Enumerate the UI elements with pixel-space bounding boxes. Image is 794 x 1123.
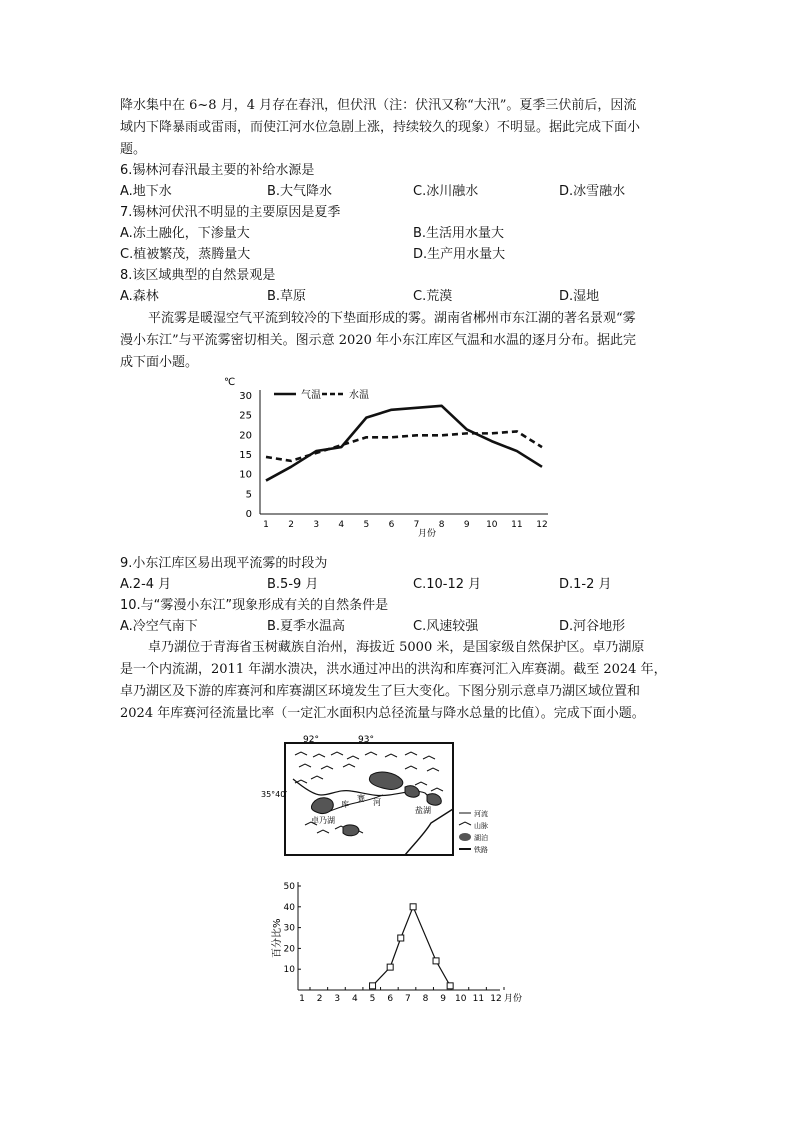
x-tick-label: 9 [463, 520, 470, 530]
intro2-line1: 平流雾是暖湿空气平流到较冷的下垫面形成的雾。湖南省郴州市东江湖的著名景观“雾 [148, 311, 636, 326]
x-tick-label: 1 [263, 520, 269, 530]
legend-lake: 湖泊 [474, 834, 488, 842]
legend-mountain: 山脉 [474, 822, 488, 830]
x-tick-label: 2 [288, 520, 294, 530]
question-8-option-b[interactable]: B.草原 [267, 289, 307, 304]
intro3-line4: 2024 年库赛河径流量比率（一定汇水面积内总径流量与降水总量的比值）。完成下面小题。 [120, 706, 645, 721]
intro1-line1: 降水集中在 6~8 月，4 月存在春汛，但伏汛（注：伏汛又称“大汛”。夏季三伏前后，因流 [120, 98, 637, 113]
question-10-option-c[interactable]: C.风速较强 [413, 619, 479, 634]
question-10-option-d[interactable]: D.河谷地形 [559, 619, 626, 634]
question-6-option-c[interactable]: C.冰川融水 [413, 184, 479, 199]
temperature-chart-y-ticks [239, 391, 252, 520]
temperature-chart-y-unit: ℃ [224, 377, 236, 388]
x-tick-label: 12 [536, 520, 548, 530]
temperature-chart-x-ticks [263, 520, 548, 530]
runoff-ratio-point [370, 983, 376, 989]
air-temp-line [266, 406, 542, 481]
question-9-option-a[interactable]: A.2-4 月 [120, 577, 172, 592]
y-tick-label: 15 [239, 450, 252, 461]
x-tick-label: 7 [404, 994, 411, 1004]
question-9-option-d[interactable]: D.1-2 月 [559, 577, 612, 592]
question-7-option-d[interactable]: D.生产用水量大 [413, 247, 506, 262]
x-tick-label: 5 [369, 994, 376, 1004]
lake-south [343, 825, 359, 836]
map-legend [459, 809, 488, 854]
temperature-chart [218, 372, 560, 542]
question-8-option-d[interactable]: D.湿地 [559, 289, 600, 304]
runoff-ratio-point [447, 983, 453, 989]
question-8-option-c[interactable]: C.荒漠 [413, 289, 453, 304]
legend-mountain-symbol [459, 822, 471, 825]
map-salt-lake-label: 盐湖 [415, 806, 431, 815]
runoff-chart-x-label: 月份 [504, 994, 523, 1004]
runoff-ratio-chart [270, 878, 530, 1004]
question-9-option-b[interactable]: B.5-9 月 [267, 577, 319, 592]
x-tick-label: 2 [316, 994, 323, 1004]
map-lake-label: 卓乃湖 [311, 816, 335, 825]
question-7-option-a[interactable]: A.冻土融化，下渗量大 [120, 226, 250, 241]
legend-air-temp-label: 气温 [301, 390, 321, 401]
x-tick-label: 8 [438, 520, 445, 530]
temperature-chart-legend [274, 388, 369, 401]
intro2-line3: 成下面小题。 [120, 355, 199, 370]
question-7-stem: 7.锡林河伏汛不明显的主要原因是夏季 [120, 205, 341, 220]
legend-water-temp-label: 水温 [349, 390, 369, 401]
x-tick-label: 6 [387, 994, 394, 1004]
runoff-ratio-point [387, 964, 393, 970]
intro1-line2: 域内下降暴雨或雷雨，而使江河水位急剧上涨，持续较久的现象）不明显。据此完成下面小 [120, 120, 641, 135]
x-tick-label: 10 [486, 520, 498, 530]
y-tick-label: 0 [245, 509, 252, 520]
question-6-option-b[interactable]: B.大气降水 [267, 184, 333, 199]
y-tick-label: 20 [283, 944, 295, 955]
map-river-char-2: 赛 [357, 794, 365, 803]
question-9-stem: 9.小东江库区易出现平流雾的时段为 [120, 556, 328, 571]
x-tick-label: 12 [490, 994, 502, 1004]
y-tick-label: 10 [283, 965, 295, 976]
x-tick-label: 4 [338, 520, 345, 530]
runoff-chart-y-label: 百分比% [272, 918, 283, 958]
runoff-ratio-point [398, 935, 404, 941]
x-tick-label: 1 [299, 994, 305, 1004]
runoff-ratio-point [433, 958, 439, 964]
question-7-option-b[interactable]: B.生活用水量大 [413, 226, 505, 241]
map-lon-93: 93° [358, 735, 374, 745]
y-tick-label: 10 [239, 469, 252, 481]
runoff-chart-series [370, 904, 454, 989]
question-8-stem: 8.该区域典型的自然景观是 [120, 268, 276, 283]
map-river-char-3: 河 [373, 798, 381, 807]
question-10-option-a[interactable]: A.冷空气南下 [120, 619, 198, 634]
question-10-stem: 10.与“雾漫小东江”现象形成有关的自然条件是 [120, 598, 389, 613]
map-river-char-1: 库 [341, 800, 349, 809]
question-7-option-c[interactable]: C.植被繁茂，蒸腾量大 [120, 247, 251, 262]
question-6-stem: 6.锡林河春汛最主要的补给水源是 [120, 163, 315, 178]
runoff-ratio-line [373, 907, 451, 986]
temperature-chart-series [266, 406, 542, 481]
map-lon-92: 92° [303, 735, 319, 745]
y-tick-label: 50 [283, 882, 295, 892]
intro2-line2: 漫小东江”与平流雾密切相关。图示意 2020 年小东江库区气温和水温的逐月分布。据此完 [120, 333, 636, 348]
y-tick-label: 30 [283, 923, 295, 934]
legend-river: 河流 [474, 810, 488, 818]
x-tick-label: 6 [388, 520, 395, 530]
map-lat-label: 35°40′ [261, 790, 288, 799]
intro3-line1: 卓乃湖位于青海省玉树藏族自治州，海拔近 5000 米，是国家级自然保护区。卓乃湖原 [148, 640, 645, 655]
x-tick-label: 3 [313, 520, 320, 530]
x-tick-label: 8 [422, 994, 429, 1004]
question-6-option-d[interactable]: D.冰雪融水 [559, 184, 626, 199]
question-10-option-b[interactable]: B.夏季水温高 [267, 619, 346, 634]
question-6-option-a[interactable]: A.地下水 [120, 184, 172, 199]
legend-railway: 铁路 [474, 846, 488, 854]
x-tick-label: 11 [511, 520, 523, 530]
water-temp-line [266, 431, 542, 461]
x-tick-label: 11 [472, 994, 485, 1004]
legend-lake-symbol [459, 833, 471, 841]
intro3-line2: 是一个内流湖，2011 年湖水溃决，洪水通过冲出的洪沟和库赛河汇入库赛湖。截至 2024 年， [120, 662, 667, 677]
y-tick-label: 30 [239, 391, 252, 402]
x-tick-label: 3 [334, 994, 341, 1004]
y-tick-label: 40 [283, 902, 295, 913]
y-tick-label: 5 [245, 489, 252, 501]
y-tick-label: 20 [239, 430, 252, 442]
x-tick-label: 5 [363, 520, 370, 530]
intro1-line3: 题。 [120, 142, 147, 157]
zhuonai-lake-map [255, 733, 515, 863]
y-tick-label: 25 [239, 410, 252, 422]
temperature-chart-x-label: 月份 [418, 529, 437, 539]
runoff-ratio-point [410, 904, 416, 910]
x-tick-label: 9 [440, 994, 446, 1004]
question-9-option-c[interactable]: C.10-12 月 [413, 577, 482, 592]
x-tick-label: 7 [413, 520, 420, 530]
question-8-option-a[interactable]: A.森林 [120, 289, 159, 304]
x-tick-label: 4 [352, 994, 358, 1004]
intro3-line3: 卓乃湖区及下游的库赛河和库赛湖区环境发生了巨大变化。下图分别示意卓乃湖区域位置和 [120, 684, 641, 699]
x-tick-label: 10 [455, 994, 467, 1004]
